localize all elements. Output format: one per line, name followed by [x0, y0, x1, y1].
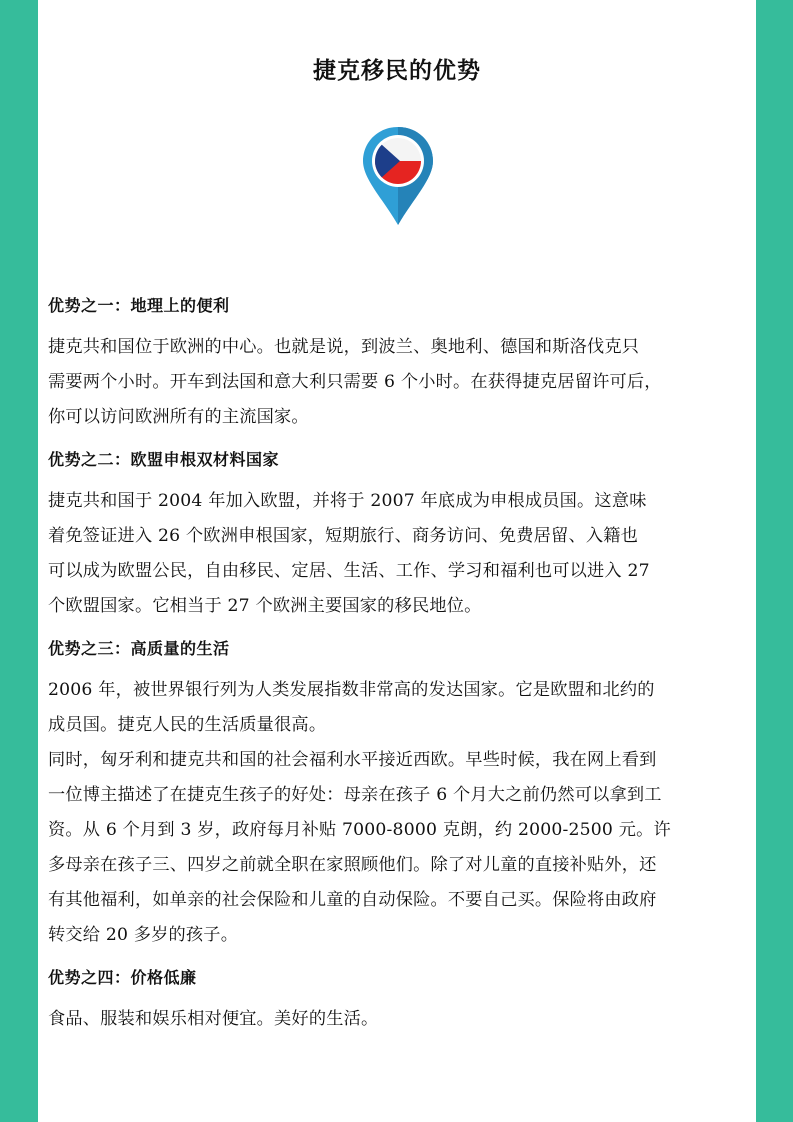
page-title: 捷克移民的优势: [313, 57, 481, 84]
paragraph-line: 可以成为欧盟公民，自由移民、定居、生活、工作、学习和福利也可以进入 27: [48, 561, 650, 581]
paragraph-line: 转交给 20 多岁的孩子。: [48, 925, 239, 945]
paragraph-line: 同时，匈牙利和捷克共和国的社会福利水平接近西欧。早些时候，我在网上看到: [48, 750, 657, 770]
paragraph-line: 捷克共和国于 2004 年加入欧盟，并将于 2007 年底成为申根成员国。这意味: [48, 491, 647, 511]
paragraph-line: 资。从 6 个月到 3 岁，政府每月补贴 7000-8000 克朗，约 2000-2500 元。许: [48, 820, 671, 840]
paragraph-line: 着免签证进入 26 个欧洲申根国家，短期旅行、商务访问、免费居留、入籍也: [48, 526, 639, 546]
section-heading: 优势之一：地理上的便利: [48, 296, 230, 315]
section-4: [48, 965, 748, 1037]
paragraph-line: 多母亲在孩子三、四岁之前就全职在家照顾他们。除了对儿童的直接补贴外，还: [48, 855, 657, 875]
section-3: [48, 636, 748, 953]
paragraph-line: 需要两个小时。开车到法国和意大利只需要 6 个小时。在获得捷克居留许可后，: [48, 372, 662, 392]
section-heading: 优势之三：高质量的生活: [48, 639, 230, 658]
paragraph-line: 一位博主描述了在捷克生孩子的好处：母亲在孩子 6 个月大之前仍然可以拿到工: [48, 785, 662, 805]
paragraph-line: 食品、服装和娱乐相对便宜。美好的生活。: [48, 1009, 379, 1029]
article-body: [48, 293, 748, 1049]
paragraph-line: 有其他福利，如单亲的社会保险和儿童的自动保险。不要自己买。保险将由政府: [48, 890, 657, 910]
section-heading: 优势之四：价格低廉: [48, 968, 197, 987]
paragraph-line: 捷克共和国位于欧洲的中心。也就是说，到波兰、奥地利、德国和斯洛伐克只: [48, 337, 640, 357]
paragraph-line: 成员国。捷克人民的生活质量很高。: [48, 715, 327, 735]
czech-flag-location-pin-icon: [363, 127, 433, 227]
section-2: [48, 447, 748, 624]
section-1: [48, 293, 748, 435]
document-page: [38, 0, 756, 1122]
section-heading: 优势之二：欧盟申根双材料国家: [48, 450, 280, 469]
paragraph-line: 你可以访问欧洲所有的主流国家。: [48, 407, 309, 427]
paragraph-line: 2006 年，被世界银行列为人类发展指数非常高的发达国家。它是欧盟和北约的: [48, 680, 655, 700]
paragraph-line: 个欧盟国家。它相当于 27 个欧洲主要国家的移民地位。: [48, 596, 482, 616]
